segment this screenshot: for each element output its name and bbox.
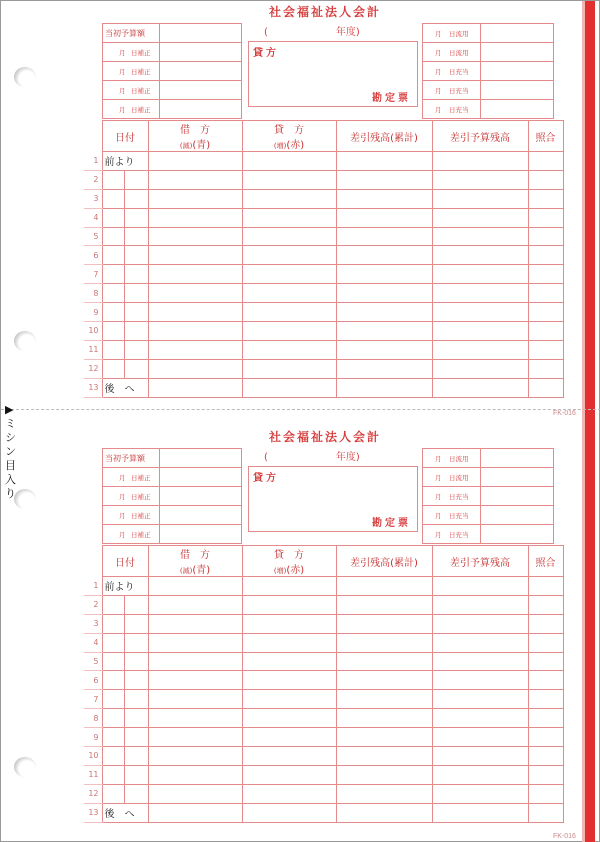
supplement-input[interactable]: [160, 487, 242, 506]
debit-cell[interactable]: [148, 303, 242, 322]
month-cell[interactable]: [102, 359, 124, 378]
day-cell[interactable]: [124, 284, 148, 303]
balance-cell[interactable]: [336, 340, 432, 359]
day-cell[interactable]: [124, 690, 148, 709]
credit-label: 貸方: [253, 48, 279, 59]
form-title: 社会福祉法人会計: [269, 5, 382, 19]
day-cell[interactable]: [124, 747, 148, 766]
check-cell[interactable]: [528, 340, 563, 359]
budget-balance-cell[interactable]: [432, 152, 528, 171]
credit-cell[interactable]: [242, 747, 336, 766]
table-row: [84, 322, 563, 341]
debit-cell[interactable]: [148, 784, 242, 803]
check-cell[interactable]: [528, 652, 563, 671]
row-number: 13: [84, 803, 102, 822]
balance-cell[interactable]: [336, 359, 432, 378]
day-cell[interactable]: [124, 652, 148, 671]
check-cell[interactable]: [528, 189, 563, 208]
budget-header: 当初予算額: [103, 24, 160, 43]
balance-cell[interactable]: [336, 690, 432, 709]
month-cell[interactable]: [102, 709, 124, 728]
credit-cell[interactable]: [242, 189, 336, 208]
carried-forward-label: 前より: [102, 152, 148, 171]
balance-cell[interactable]: [336, 246, 432, 265]
date-header: 日付: [102, 546, 148, 577]
day-cell[interactable]: [124, 595, 148, 614]
debit-cell[interactable]: [148, 378, 242, 397]
day-cell[interactable]: [124, 265, 148, 284]
balance-header: 差引残高(累計): [336, 546, 432, 577]
allocation-input[interactable]: [481, 81, 554, 100]
ledger-table: [84, 545, 564, 823]
credit-cell[interactable]: [242, 765, 336, 784]
credit-cell[interactable]: [242, 152, 336, 171]
row-number: 1: [84, 152, 102, 171]
day-cell[interactable]: [124, 227, 148, 246]
balance-cell[interactable]: [336, 671, 432, 690]
table-row: [84, 152, 563, 171]
month-cell[interactable]: [102, 246, 124, 265]
carry-over-label: 後 へ: [102, 378, 148, 397]
debit-cell[interactable]: [148, 803, 242, 822]
table-row: [84, 246, 563, 265]
budget-balance-cell[interactable]: [432, 652, 528, 671]
ledger-form-top: [1, 1, 600, 401]
row-number: 6: [84, 671, 102, 690]
table-row: [84, 378, 563, 397]
debit-cell[interactable]: [148, 595, 242, 614]
day-cell[interactable]: [124, 765, 148, 784]
balance-cell[interactable]: [336, 284, 432, 303]
table-row: [84, 340, 563, 359]
month-cell[interactable]: [102, 690, 124, 709]
row-number: 9: [84, 728, 102, 747]
balance-cell[interactable]: [336, 322, 432, 341]
credit-cell[interactable]: [242, 709, 336, 728]
day-cell[interactable]: [124, 728, 148, 747]
budget-table: 当初予算額 月 日補正 月 日補正 月 日補正 月 日補正: [102, 23, 242, 119]
table-row: [84, 265, 563, 284]
check-cell[interactable]: [528, 690, 563, 709]
month-cell[interactable]: [102, 284, 124, 303]
check-header: 照合: [528, 546, 563, 577]
row-number: 11: [84, 340, 102, 359]
balance-cell[interactable]: [336, 709, 432, 728]
budget-balance-cell[interactable]: [432, 747, 528, 766]
date-header: 日付: [102, 121, 148, 152]
day-cell[interactable]: [124, 784, 148, 803]
month-cell[interactable]: [102, 765, 124, 784]
budget-balance-cell[interactable]: [432, 189, 528, 208]
balance-cell[interactable]: [336, 747, 432, 766]
month-cell[interactable]: [102, 265, 124, 284]
allocation-input[interactable]: [481, 62, 554, 81]
table-row: [84, 359, 563, 378]
month-cell[interactable]: [102, 652, 124, 671]
budget-balance-header: 差引予算残高: [432, 121, 528, 152]
budget-input[interactable]: [160, 449, 242, 468]
row-number: 12: [84, 784, 102, 803]
month-cell[interactable]: [102, 189, 124, 208]
debit-header: 借 方 (減)(青): [148, 121, 242, 152]
table-row: [84, 227, 563, 246]
row-number: 3: [84, 614, 102, 633]
day-cell[interactable]: [124, 671, 148, 690]
day-cell[interactable]: [124, 709, 148, 728]
table-row: [84, 284, 563, 303]
check-cell[interactable]: [528, 265, 563, 284]
table-row: [84, 633, 563, 652]
table-row: [84, 671, 563, 690]
budget-balance-cell[interactable]: [432, 265, 528, 284]
check-cell[interactable]: [528, 728, 563, 747]
check-cell[interactable]: [528, 595, 563, 614]
budget-balance-cell[interactable]: [432, 784, 528, 803]
balance-cell[interactable]: [336, 765, 432, 784]
perforation-label: ▶ ミ シ ン 目 入 り: [5, 403, 16, 500]
balance-cell[interactable]: [336, 803, 432, 822]
month-cell[interactable]: [102, 671, 124, 690]
debit-cell[interactable]: [148, 284, 242, 303]
form-code: FK-016: [553, 833, 576, 840]
credit-cell[interactable]: [242, 671, 336, 690]
budget-balance-cell[interactable]: [432, 284, 528, 303]
credit-cell[interactable]: [242, 728, 336, 747]
balance-cell[interactable]: [336, 170, 432, 189]
check-cell[interactable]: [528, 322, 563, 341]
credit-account-box[interactable]: [248, 41, 418, 107]
allocation-input[interactable]: [481, 100, 554, 119]
balance-cell[interactable]: [336, 227, 432, 246]
credit-header: 貸 方 (増)(赤): [242, 546, 336, 577]
table-row: [84, 577, 563, 596]
budget-balance-cell[interactable]: [432, 378, 528, 397]
table-row: [84, 614, 563, 633]
budget-balance-cell[interactable]: [432, 577, 528, 596]
month-cell[interactable]: [102, 595, 124, 614]
credit-account-box[interactable]: [248, 466, 418, 532]
debit-cell[interactable]: [148, 690, 242, 709]
day-cell[interactable]: [124, 208, 148, 227]
budget-balance-cell[interactable]: [432, 227, 528, 246]
day-cell[interactable]: [124, 614, 148, 633]
supplement-input[interactable]: [160, 468, 242, 487]
debit-cell[interactable]: [148, 671, 242, 690]
row-number: 3: [84, 189, 102, 208]
row-number: 7: [84, 265, 102, 284]
budget-balance-cell[interactable]: [432, 690, 528, 709]
row-number: 13: [84, 378, 102, 397]
check-cell[interactable]: [528, 227, 563, 246]
check-cell[interactable]: [528, 577, 563, 596]
check-cell[interactable]: [528, 303, 563, 322]
supplement-input[interactable]: [160, 81, 242, 100]
ledger-form-bottom: [1, 426, 600, 826]
month-cell[interactable]: [102, 170, 124, 189]
row-number: 5: [84, 227, 102, 246]
month-cell[interactable]: [102, 747, 124, 766]
transfer-table: 月 日流用 月 日流用 月 日充当 月 日充当 月 日充当: [422, 448, 554, 544]
budget-balance-cell[interactable]: [432, 322, 528, 341]
transfer-input[interactable]: [481, 468, 554, 487]
budget-balance-cell[interactable]: [432, 303, 528, 322]
debit-cell[interactable]: [148, 246, 242, 265]
credit-cell[interactable]: [242, 284, 336, 303]
credit-label: 貸方: [253, 473, 279, 484]
day-cell[interactable]: [124, 303, 148, 322]
balance-cell[interactable]: [336, 303, 432, 322]
row-number: 11: [84, 765, 102, 784]
day-cell[interactable]: [124, 246, 148, 265]
debit-cell[interactable]: [148, 189, 242, 208]
row-number: 12: [84, 359, 102, 378]
budget-balance-cell[interactable]: [432, 765, 528, 784]
balance-cell[interactable]: [336, 595, 432, 614]
row-number: 8: [84, 284, 102, 303]
debit-cell[interactable]: [148, 265, 242, 284]
day-cell[interactable]: [124, 170, 148, 189]
row-number: 5: [84, 652, 102, 671]
transfer-input[interactable]: [481, 449, 554, 468]
allocation-input[interactable]: [481, 506, 554, 525]
check-cell[interactable]: [528, 170, 563, 189]
debit-cell[interactable]: [148, 747, 242, 766]
form-title: 社会福祉法人会計: [269, 430, 382, 444]
table-row: [84, 303, 563, 322]
budget-table: 当初予算額 月 日補正 月 日補正 月 日補正 月 日補正: [102, 448, 242, 544]
debit-cell[interactable]: [148, 633, 242, 652]
row-number: 6: [84, 246, 102, 265]
debit-cell[interactable]: [148, 577, 242, 596]
budget-balance-cell[interactable]: [432, 340, 528, 359]
credit-cell[interactable]: [242, 652, 336, 671]
budget-balance-cell[interactable]: [432, 246, 528, 265]
supplement-input[interactable]: [160, 43, 242, 62]
row-number: 8: [84, 709, 102, 728]
table-row: [84, 765, 563, 784]
carried-forward-label: 前より: [102, 577, 148, 596]
year-field[interactable]: ( 年度): [264, 452, 360, 463]
balance-header: 差引残高(累計): [336, 121, 432, 152]
check-cell[interactable]: [528, 671, 563, 690]
row-number: 2: [84, 595, 102, 614]
row-number: 10: [84, 747, 102, 766]
table-row: [84, 595, 563, 614]
credit-cell[interactable]: [242, 614, 336, 633]
budget-balance-cell[interactable]: [432, 728, 528, 747]
check-cell[interactable]: [528, 633, 563, 652]
credit-cell[interactable]: [242, 303, 336, 322]
balance-cell[interactable]: [336, 728, 432, 747]
table-row: [84, 784, 563, 803]
check-cell[interactable]: [528, 246, 563, 265]
debit-cell[interactable]: [148, 614, 242, 633]
table-row: [84, 728, 563, 747]
budget-balance-cell[interactable]: [432, 359, 528, 378]
month-cell[interactable]: [102, 208, 124, 227]
balance-cell[interactable]: [336, 265, 432, 284]
credit-cell[interactable]: [242, 378, 336, 397]
month-cell[interactable]: [102, 614, 124, 633]
month-cell[interactable]: [102, 784, 124, 803]
debit-header: 借 方 (減)(青): [148, 546, 242, 577]
month-cell[interactable]: [102, 322, 124, 341]
transfer-input[interactable]: [481, 24, 554, 43]
debit-cell[interactable]: [148, 765, 242, 784]
check-cell[interactable]: [528, 378, 563, 397]
debit-cell[interactable]: [148, 227, 242, 246]
budget-balance-cell[interactable]: [432, 170, 528, 189]
credit-cell[interactable]: [242, 246, 336, 265]
supplement-input[interactable]: [160, 506, 242, 525]
row-number: 10: [84, 322, 102, 341]
balance-cell[interactable]: [336, 633, 432, 652]
credit-cell[interactable]: [242, 359, 336, 378]
credit-cell[interactable]: [242, 227, 336, 246]
supplement-input[interactable]: [160, 62, 242, 81]
debit-cell[interactable]: [148, 359, 242, 378]
check-cell[interactable]: [528, 614, 563, 633]
table-row: [84, 189, 563, 208]
table-row: [84, 803, 563, 822]
balance-cell[interactable]: [336, 652, 432, 671]
debit-cell[interactable]: [148, 340, 242, 359]
budget-balance-cell[interactable]: [432, 709, 528, 728]
month-cell[interactable]: [102, 227, 124, 246]
credit-cell[interactable]: [242, 265, 336, 284]
balance-cell[interactable]: [336, 784, 432, 803]
month-cell[interactable]: [102, 633, 124, 652]
debit-cell[interactable]: [148, 208, 242, 227]
debit-cell[interactable]: [148, 728, 242, 747]
credit-cell[interactable]: [242, 633, 336, 652]
credit-cell[interactable]: [242, 690, 336, 709]
debit-cell[interactable]: [148, 152, 242, 171]
debit-cell[interactable]: [148, 322, 242, 341]
table-row: [84, 690, 563, 709]
row-number: 4: [84, 633, 102, 652]
transfer-table: 月 日流用 月 日流用 月 日充当 月 日充当 月 日充当: [422, 23, 554, 119]
balance-cell[interactable]: [336, 152, 432, 171]
credit-header: 貸 方 (増)(赤): [242, 121, 336, 152]
day-cell[interactable]: [124, 633, 148, 652]
row-number: 7: [84, 690, 102, 709]
check-cell[interactable]: [528, 747, 563, 766]
debit-cell[interactable]: [148, 170, 242, 189]
account-slip-label: 勘定票: [372, 518, 411, 529]
balance-cell[interactable]: [336, 189, 432, 208]
account-slip-label: 勘定票: [372, 93, 411, 104]
credit-cell[interactable]: [242, 340, 336, 359]
month-cell[interactable]: [102, 728, 124, 747]
day-cell[interactable]: [124, 189, 148, 208]
row-number: 1: [84, 577, 102, 596]
carry-over-label: 後 へ: [102, 803, 148, 822]
check-cell[interactable]: [528, 208, 563, 227]
check-cell[interactable]: [528, 765, 563, 784]
check-cell[interactable]: [528, 359, 563, 378]
check-cell[interactable]: [528, 709, 563, 728]
transfer-input[interactable]: [481, 43, 554, 62]
table-row: [84, 709, 563, 728]
credit-cell[interactable]: [242, 595, 336, 614]
credit-cell[interactable]: [242, 208, 336, 227]
table-row: [84, 747, 563, 766]
ledger-table: [84, 120, 564, 398]
budget-balance-cell[interactable]: [432, 803, 528, 822]
balance-cell[interactable]: [336, 614, 432, 633]
budget-header: 当初予算額: [103, 449, 160, 468]
row-number: 9: [84, 303, 102, 322]
credit-cell[interactable]: [242, 170, 336, 189]
check-cell[interactable]: [528, 803, 563, 822]
table-row: [84, 170, 563, 189]
year-field[interactable]: ( 年度): [264, 27, 360, 38]
table-row: [84, 208, 563, 227]
budget-balance-cell[interactable]: [432, 208, 528, 227]
debit-cell[interactable]: [148, 709, 242, 728]
credit-cell[interactable]: [242, 322, 336, 341]
check-header: 照合: [528, 121, 563, 152]
budget-balance-cell[interactable]: [432, 595, 528, 614]
budget-balance-cell[interactable]: [432, 633, 528, 652]
supplement-input[interactable]: [160, 100, 242, 119]
month-cell[interactable]: [102, 340, 124, 359]
balance-cell[interactable]: [336, 378, 432, 397]
budget-balance-cell[interactable]: [432, 671, 528, 690]
credit-cell[interactable]: [242, 784, 336, 803]
check-cell[interactable]: [528, 152, 563, 171]
table-row: [84, 652, 563, 671]
day-cell[interactable]: [124, 340, 148, 359]
allocation-input[interactable]: [481, 487, 554, 506]
balance-cell[interactable]: [336, 577, 432, 596]
credit-cell[interactable]: [242, 803, 336, 822]
form-code: FK-016: [553, 410, 576, 417]
day-cell[interactable]: [124, 322, 148, 341]
month-cell[interactable]: [102, 303, 124, 322]
perforation-line: [1, 409, 600, 410]
credit-cell[interactable]: [242, 577, 336, 596]
budget-balance-header: 差引予算残高: [432, 546, 528, 577]
supplement-input[interactable]: [160, 525, 242, 544]
check-cell[interactable]: [528, 284, 563, 303]
debit-cell[interactable]: [148, 652, 242, 671]
row-number: 4: [84, 208, 102, 227]
row-number: 2: [84, 170, 102, 189]
day-cell[interactable]: [124, 359, 148, 378]
budget-balance-cell[interactable]: [432, 614, 528, 633]
balance-cell[interactable]: [336, 208, 432, 227]
budget-input[interactable]: [160, 24, 242, 43]
check-cell[interactable]: [528, 784, 563, 803]
allocation-input[interactable]: [481, 525, 554, 544]
